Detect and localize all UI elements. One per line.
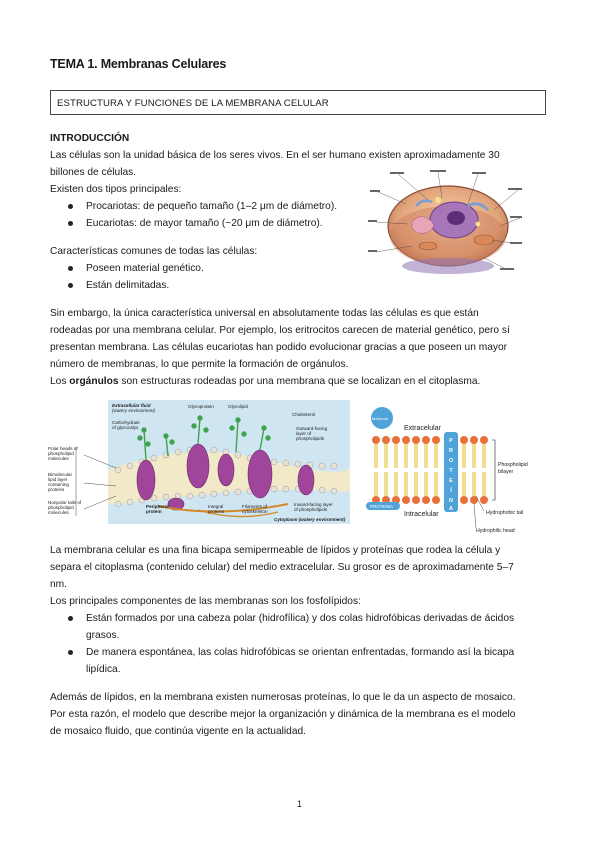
svg-text:of phospholipids: of phospholipids [294,507,328,512]
fluid-mosaic-membrane-figure [48,400,350,530]
list-item: Eucariotas: de mayor tamaño (~20 μm de diámetro). [86,215,323,232]
list-item: Están formados por una cabeza polar (hidrofílica) y dos colas hidrofóbicas derivadas de ácidos [86,610,514,627]
svg-text:Hydrophobic tail: Hydrophobic tail [486,510,524,516]
page-title: TEMA 1. Membranas Celulares [50,57,227,71]
intro-line-2: billones de células. [50,167,137,178]
svg-text:Phospholipid: Phospholipid [498,462,528,468]
svg-text:A: A [449,506,453,512]
types-intro: Existen dos tipos principales: [50,184,182,195]
common-intro: Características comunes de todas las células: [50,246,258,257]
svg-text:layer of: layer of [296,431,312,436]
para2-line-5: Los orgánulos son estructuras rodeadas por una membrana que se localizan en el citoplasma. [50,376,481,387]
svg-text:PROTEINA: PROTEINA [370,504,394,509]
svg-text:proteins: proteins [48,487,65,492]
page-number: 1 [297,799,303,809]
svg-text:Nonpolar tails of: Nonpolar tails of [48,500,82,505]
para2-line-1: Sin embargo, la única característica universal en absolutamente todas las células es que están [50,308,479,319]
svg-text:N: N [449,498,453,504]
svg-text:Inward-facing layer: Inward-facing layer [294,502,333,507]
svg-text:lipid layer: lipid layer [48,477,68,482]
svg-text:Carbohydrate: Carbohydrate [112,420,140,425]
section-heading-box: ESTRUCTURA Y FUNCIONES DE LA MEMBRANA CELULAR [50,90,546,115]
components-intro: Los principales componentes de las membranas son los fosfolípidos: [50,596,361,607]
svg-text:Polar heads of: Polar heads of [48,446,78,451]
svg-text:Intracelular: Intracelular [404,511,439,518]
para4-line-1: Además de lípidos, en la membrana existen numerosas proteínas, lo que le da un aspecto de mosaico. [50,692,516,703]
svg-text:Cholesterol: Cholesterol [292,412,316,417]
svg-text:phospholipid: phospholipid [48,505,74,510]
svg-text:R: R [449,448,453,454]
svg-text:Outward-facing: Outward-facing [296,426,328,431]
svg-text:phospholipid: phospholipid [48,451,74,456]
para2-line-2: rodeadas por una membrana celular. Por ejemplo, los eritrocitos carecen de material genético, pero sí [50,325,510,336]
svg-text:cytoskeleton: cytoskeleton [242,509,268,514]
svg-text:proteins: proteins [208,509,225,514]
para3-line-3: nm. [50,579,67,590]
svg-text:of glycocalyx: of glycocalyx [112,425,139,430]
phospholipid-bilayer-figure [364,404,542,536]
svg-text:Glycoprotein: Glycoprotein [188,404,214,409]
svg-text:Cytoplasm (watery environment): Cytoplasm (watery environment) [274,517,346,522]
svg-text:Filaments of: Filaments of [242,504,268,509]
svg-text:Peripheral: Peripheral [146,504,169,509]
svg-text:Integral: Integral [208,504,224,509]
svg-text:P: P [449,438,453,444]
svg-text:protein: protein [146,509,162,514]
list-item-cont: grasos. [86,630,120,641]
svg-text:Bimolecular: Bimolecular [48,472,72,477]
eukaryotic-cell-illustration [368,170,524,280]
intro-line-1: Las células son la unidad básica de los seres vivos. En el ser humano existen aproximadamente 30 [50,150,500,161]
svg-text:Molécula: Molécula [372,416,389,421]
para2-line-3: presentan membrana. Las células eucariotas han podido evolucionar gracias a que poseen un mayor [50,342,508,353]
para3-line-1: La membrana celular es una fina bicapa semipermeable de lípidos y proteínas que rodea la célula y [50,545,501,556]
svg-text:O: O [448,458,454,464]
svg-text:Extracellular fluid: Extracellular fluid [112,403,151,408]
svg-text:Í: Í [450,488,452,494]
svg-text:molecules: molecules [48,456,69,461]
svg-text:(watery environment): (watery environment) [112,408,156,413]
svg-text:Extracelular: Extracelular [404,425,441,432]
para4-line-2: Por esta razón, el modelo que describe mejor la organización y dinámica de la membrana es el modelo [50,709,516,720]
svg-text:molecules: molecules [48,510,69,515]
para4-line-3: de mosaico fluido, que continúa vigente en la actualidad. [50,726,306,737]
para3-line-2: separa el citoplasma (contenido celular) del medio extracelular. Su grosor es de aproximadamente 5–7 [50,562,514,573]
list-item: Procariotas: de pequeño tamaño (1–2 μm de diámetro). [86,198,337,215]
list-item: Están delimitadas. [86,277,169,294]
svg-text:E: E [449,478,453,484]
list-item: Poseen material genético. [86,260,204,277]
list-item-cont: lipídica. [86,664,121,675]
svg-text:phospholipids: phospholipids [296,436,325,441]
svg-text:Glycolipid: Glycolipid [228,404,248,409]
list-item: De manera espontánea, las colas hidrofóbicas se orientan enfrentadas, formando así la bicapa [86,644,514,661]
para2-line-4: número de membranas, lo que permite la formación de orgánulos. [50,359,349,370]
svg-text:containing: containing [48,482,69,487]
intro-heading: INTRODUCCIÓN [50,133,130,144]
svg-text:T: T [449,468,453,474]
svg-text:bilayer: bilayer [498,469,514,475]
organulos-keyword: orgánulos [69,376,119,387]
svg-text:Hydrophilic head: Hydrophilic head [476,528,515,534]
